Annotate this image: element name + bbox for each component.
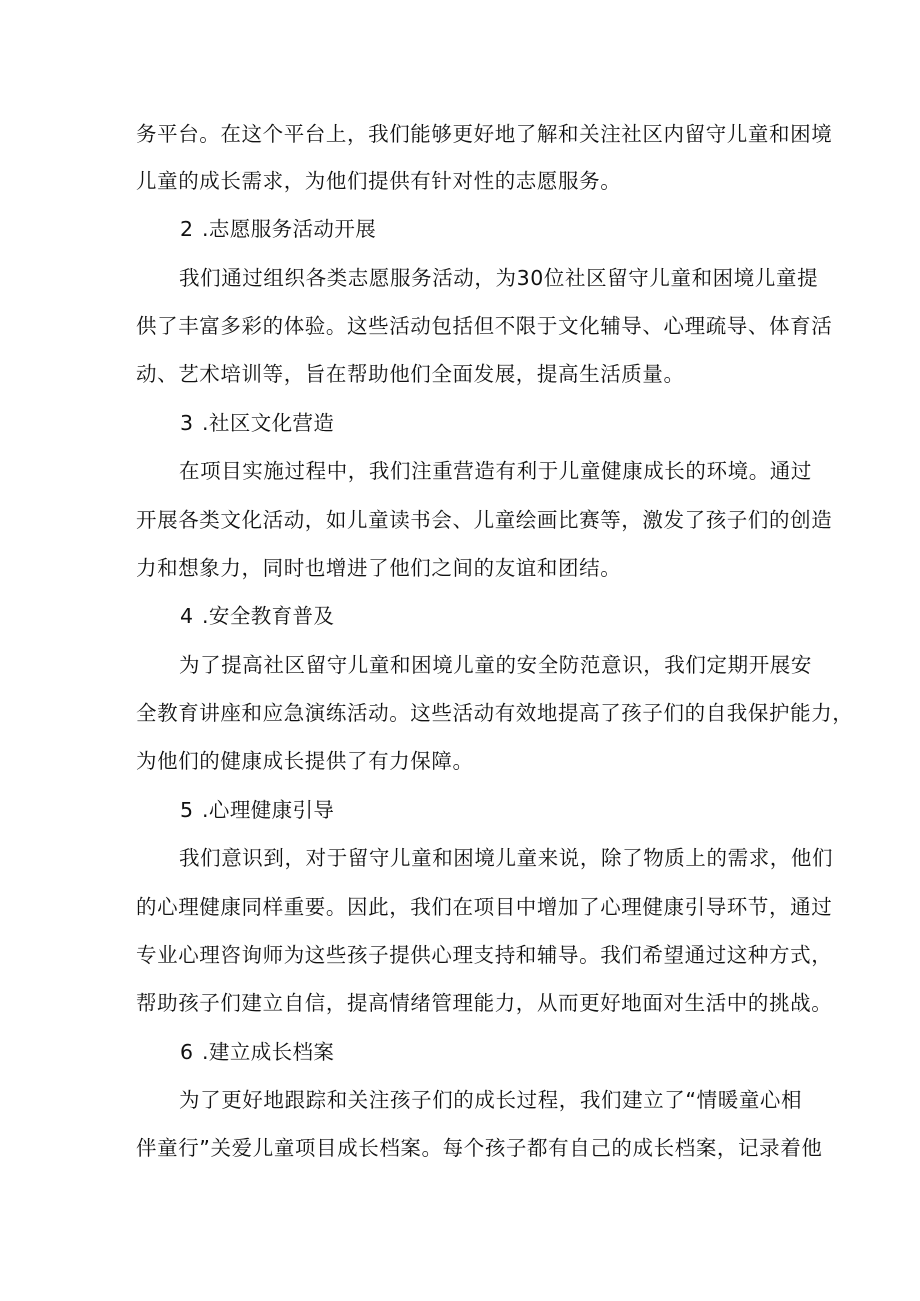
section-heading-2	[0, 205, 920, 253]
section-heading-4	[0, 592, 920, 640]
paragraph-line: 在项目实施过程中，我们注重营造有利于儿童健康成长的环境。通过	[179, 459, 812, 483]
paragraph-line: 全教育讲座和应急演练活动。这些活动有效地提高了孩子们的自我保护能力，	[136, 701, 854, 725]
heading-number: 4	[180, 604, 194, 628]
heading-title: .建立成长档案	[202, 1040, 335, 1064]
paragraph-line: 为了提高社区留守儿童和困境儿童的安全防范意识，我们定期开展安	[179, 653, 812, 677]
paragraph-line: 务平台。在这个平台上，我们能够更好地了解和关注社区内留守儿童和困境	[136, 122, 833, 146]
paragraph-line: 儿童的成长需求，为他们提供有针对性的志愿服务。	[136, 169, 622, 193]
paragraph-line: 为了更好地跟踪和关注孩子们的成长过程，我们建立了“情暖童心相	[179, 1088, 803, 1112]
paragraph-line: 开展各类文化活动，如儿童读书会、儿童绘画比赛等，激发了孩子们的创造	[136, 508, 833, 532]
heading-number: 2	[180, 217, 194, 241]
section-heading-6	[0, 1028, 920, 1076]
paragraph-line: 我们通过组织各类志愿服务活动，为30位社区留守儿童和困境儿童提	[179, 266, 819, 290]
paragraph-line: 的心理健康同样重要。因此，我们在项目中增加了心理健康引导环节，通过	[136, 895, 833, 919]
paragraph-line: 专业心理咨询师为这些孩子提供心理支持和辅导。我们希望通过这种方式，	[136, 943, 833, 967]
paragraph-line: 伴童行”关爱儿童项目成长档案。每个孩子都有自己的成长档案，记录着他	[136, 1136, 823, 1160]
heading-number: 6	[180, 1040, 194, 1064]
section-heading-5	[0, 786, 920, 834]
paragraph-line: 为他们的健康成长提供了有力保障。	[136, 749, 474, 773]
paragraph-line: 帮助孩子们建立自信，提高情绪管理能力，从而更好地面对生活中的挑战。	[136, 991, 833, 1015]
heading-number: 3	[180, 411, 194, 435]
section-heading-3	[0, 399, 920, 447]
heading-title: .志愿服务活动开展	[202, 217, 377, 241]
heading-number: 5	[180, 798, 194, 822]
heading-title: .安全教育普及	[202, 604, 335, 628]
paragraph-line: 动、艺术培训等，旨在帮助他们全面发展，提高生活质量。	[136, 362, 685, 386]
heading-title: .心理健康引导	[202, 798, 335, 822]
paragraph-line: 力和想象力，同时也增进了他们之间的友谊和团结。	[136, 556, 622, 580]
heading-title: .社区文化营造	[202, 411, 335, 435]
paragraph-line: 我们意识到，对于留守儿童和困境儿童来说，除了物质上的需求，他们	[179, 846, 834, 870]
paragraph-line: 供了丰富多彩的体验。这些活动包括但不限于文化辅导、心理疏导、体育活	[136, 314, 833, 338]
